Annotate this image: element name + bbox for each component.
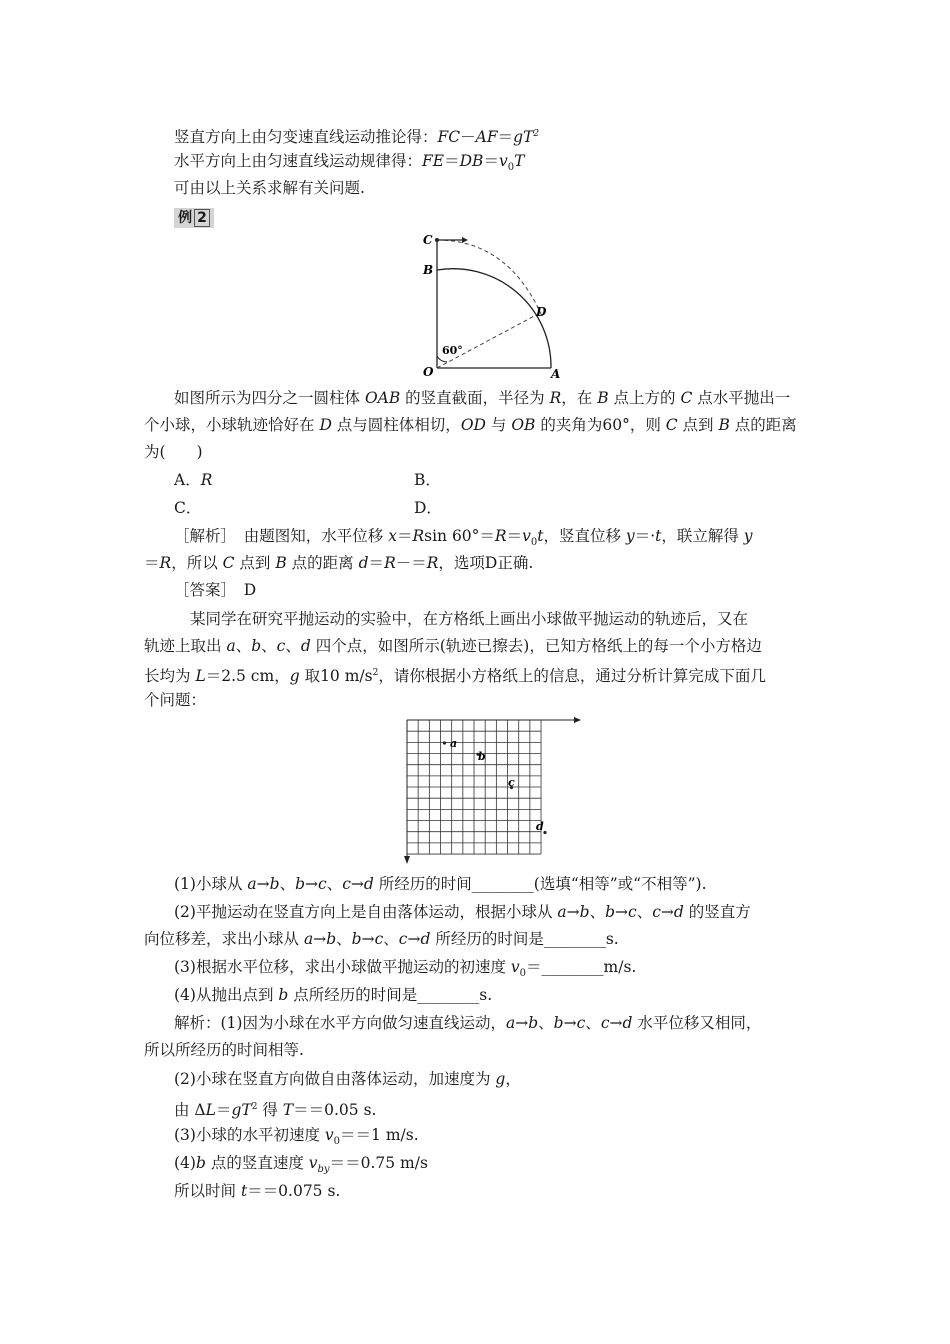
solution-line-4: 由 $\Delta L=gT^2$ 得 T＝＝0.05 s. (174, 1101, 377, 1120)
label-o: O (423, 365, 434, 379)
option-a: A．R (174, 471, 213, 489)
intro-line-3: 可由以上关系求解有关问题. (174, 179, 365, 197)
label-point-d: d (536, 820, 544, 833)
problem-line-1: 如图所示为四分之一圆柱体 OAB 的竖直截面，半径为 R，在 B 点上方的 C 点水平抛出一 (174, 389, 791, 407)
option-d: D． (414, 499, 442, 517)
question-1: (1)小球从 a→b、b→c、c→d 所经历的时间________(选填“相等”或“不相等”). (174, 875, 707, 893)
label-point-c: c (508, 776, 515, 789)
problem-line-2: 个小球，小球轨迹恰好在 D 点与圆柱体相切，OD 与 OB 的夹角为60°，则 C 点到 B 点的距离 (144, 416, 797, 434)
solution-line-6: (4)b 点的竖直速度 $v_{by}==0.75$ m/s (174, 1154, 428, 1176)
solution-line-1: 解析：(1)因为小球在水平方向做匀速直线运动，a→b、b→c、c→d 水平位移又相同， (174, 1014, 762, 1032)
y-axis-arrow-head (404, 856, 410, 864)
label-point-b: b (478, 750, 486, 763)
answer-line: ［答案］ D (174, 581, 257, 599)
point-d (543, 831, 546, 834)
x-axis-arrow-head (574, 717, 581, 723)
line-od (437, 314, 538, 368)
trajectory (437, 240, 542, 316)
q2-line-3: 长均为 L＝2.5 cm，g 取10 $m/s^2$，请你根据小方格纸上的信息，通过分析计算完成下面几 (144, 667, 766, 686)
solution-line-7: 所以时间 t＝＝0.075 s. (174, 1182, 341, 1200)
arrow-head (462, 237, 468, 243)
solution-line-5: (3)小球的水平初速度 $v_0==1$ m/s. (174, 1126, 419, 1148)
solution-line-2: 所以所经历的时间相等. (144, 1041, 304, 1059)
label-b: B (423, 263, 434, 277)
label-c: C (423, 233, 433, 247)
q2-line-2: 轨迹上取出 a、b、c、d 四个点，如图所示(轨迹已擦去)，已知方格纸上的每一个小方格边 (144, 637, 762, 655)
intro-line-1: 竖直方向上由匀变速直线运动推论得：$FC-AF=gT^2$ (174, 128, 540, 147)
option-b: B． (414, 471, 441, 489)
q2-line-1: 某同学在研究平抛运动的实验中，在方格纸上画出小球做平抛运动的轨迹后，又在 (190, 610, 749, 628)
question-3: (3)根据水平位移，求出小球做平抛运动的初速度 $v_0=\_\_\_\_\_\_\_\_m/s$. (174, 958, 637, 980)
solution-line-3: (2)小球在竖直方向做自由落体运动，加速度为 g， (174, 1070, 521, 1088)
grid-lines (407, 720, 541, 854)
analysis-line-1: ［解析］ 由题图知，水平位移 x＝Rsin $60^\circ=R=v_0t$，竖直位移 y＝·t，联立解得 y (174, 527, 753, 549)
intro-line-2: 水平方向上由匀速直线运动规律得：$FE=DB=v_0T$ (174, 152, 525, 174)
label-d: D (536, 305, 547, 319)
example-badge: 例 2 (174, 208, 214, 228)
problem-line-3: 为( ) (144, 443, 203, 461)
quarter-cylinder-figure (420, 228, 570, 380)
label-a: A (551, 367, 561, 380)
analysis-line-2: ＝R，所以 C 点到 B 点的距离 d＝R－＝R，选项D正确. (144, 554, 534, 572)
grid-figure (398, 716, 584, 868)
label-point-a: a (450, 737, 458, 750)
question-4: (4)从抛出点到 b 点所经历的时间是________s. (174, 986, 493, 1004)
option-c: C． (174, 499, 202, 517)
question-2-line-1: (2)平抛运动在竖直方向上是自由落体运动，根据小球从 a→b、b→c、c→d 的竖直方 (174, 903, 751, 921)
question-2-line-2: 向位移差，求出小球从 a→b、b→c、c→d 所经历的时间是________s. (144, 930, 619, 948)
point-a (443, 741, 446, 744)
label-angle: 60° (442, 344, 463, 357)
q2-line-4: 个问题： (144, 691, 207, 709)
